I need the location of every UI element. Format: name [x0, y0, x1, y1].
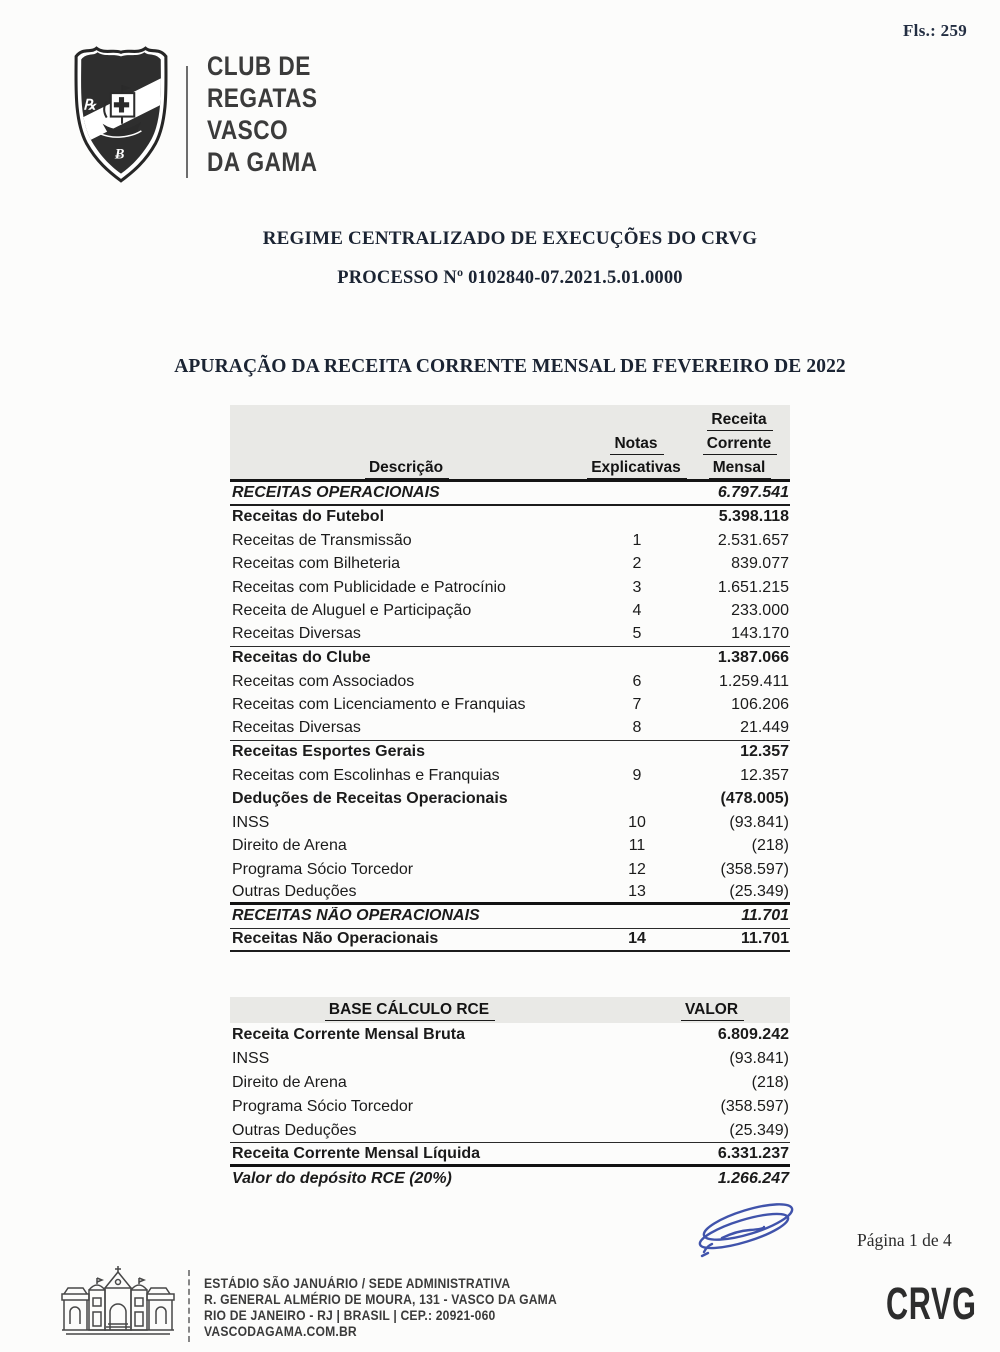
base-calc-table [230, 997, 790, 1191]
revenue-table-body [230, 482, 790, 952]
table-row [230, 717, 790, 741]
stadium-facade-icon [58, 1264, 178, 1347]
row-value: 2.531.657 [717, 531, 789, 549]
row-value: 233.000 [731, 602, 789, 620]
row-value: 21.449 [740, 719, 789, 737]
row-description: Programa Sócio Torcedor [232, 860, 414, 878]
title-processo: PROCESSO Nº 0102840-07.2021.5.01.0000 [337, 268, 683, 288]
table-row [230, 647, 790, 671]
row-value: (358.597) [720, 860, 789, 878]
row-note-number: 7 [632, 696, 642, 714]
revenue-table-header [230, 405, 790, 482]
row-note-number: 12 [628, 860, 646, 878]
page-title: APURAÇÃO DA RECEITA CORRENTE MENSAL DE FEVEREIRO DE 2022 [174, 356, 846, 377]
table-row [230, 1119, 790, 1143]
table-row [230, 553, 790, 577]
row-value: 143.170 [731, 625, 789, 643]
row-description: Receitas Diversas [232, 719, 361, 737]
col-header-descricao: Descrição [365, 458, 449, 479]
table-row [230, 905, 790, 929]
col-header-notas: Notas [610, 434, 663, 455]
row-value: 12.357 [740, 743, 789, 761]
row-value: 1.651.215 [717, 578, 789, 596]
table-row [230, 741, 790, 765]
club-name-line: DA GAMA [207, 147, 318, 177]
table-row [230, 529, 790, 553]
crvg-wordmark: CRVG [886, 1278, 977, 1329]
table-row [230, 623, 790, 647]
row-value: 12.357 [740, 766, 789, 784]
row-note-number: 10 [628, 813, 646, 831]
row-value: 6.797.541 [717, 483, 789, 501]
club-name-line: REGATAS [207, 83, 318, 113]
row-description: Valor do depósito RCE (20%) [232, 1170, 452, 1187]
row-description: RECEITAS NÃO OPERACIONAIS [232, 907, 480, 925]
table-row [230, 1095, 790, 1119]
row-note-number: 13 [628, 882, 646, 900]
col-header-base-calculo: BASE CÁLCULO RCE [325, 1000, 495, 1021]
table-row [230, 1047, 790, 1071]
row-description: Receitas com Bilheteria [232, 555, 401, 573]
table-row [230, 1071, 790, 1095]
logo-divider [186, 66, 188, 178]
row-description: Receitas com Associados [232, 672, 415, 690]
table-row [230, 576, 790, 600]
row-description: Programa Sócio Torcedor [232, 1098, 414, 1115]
row-value: 5.398.118 [718, 508, 789, 526]
row-value: 106.206 [731, 696, 789, 714]
footer-divider [188, 1270, 190, 1342]
row-description: Receitas com Publicidade e Patrocínio [232, 578, 506, 596]
row-description: Direito de Arena [232, 1074, 347, 1091]
row-value: (218) [751, 837, 789, 855]
row-description: Receitas do Futebol [232, 508, 385, 526]
svg-text:℞: ℞ [83, 97, 97, 114]
row-value: (25.349) [729, 1121, 789, 1139]
table-row [230, 882, 790, 906]
row-value: 1.259.411 [719, 672, 789, 690]
handwritten-signature [692, 1194, 800, 1273]
row-value: 6.331.237 [717, 1144, 789, 1162]
row-description: Receitas de Transmissão [232, 531, 412, 549]
col-header-explicativas: Explicativas [587, 458, 687, 479]
row-value: 6.809.242 [717, 1026, 789, 1043]
col-header-valor: VALOR [681, 1000, 744, 1021]
row-description: Direito de Arena [232, 837, 347, 855]
club-name-line: CLUB DE [207, 51, 311, 81]
table-row [230, 929, 790, 953]
club-name-line: VASCO [207, 115, 289, 145]
row-note-number: 1 [632, 531, 642, 549]
row-value: 11.701 [741, 907, 789, 925]
row-description: INSS [232, 813, 270, 831]
row-description: Deduções de Receitas Operacionais [232, 790, 508, 808]
row-description: Receitas Esportes Gerais [232, 743, 425, 761]
page-indicator: Página 1 de 4 [857, 1230, 952, 1250]
row-description: Receita Corrente Mensal Bruta [232, 1026, 465, 1043]
row-value: 1.266.247 [717, 1170, 789, 1187]
row-value: 11.701 [740, 930, 789, 948]
table-row [230, 600, 790, 624]
revenue-table [230, 405, 790, 952]
folio-number: Fls.: 259 [903, 21, 968, 40]
row-value: 839.077 [731, 555, 789, 573]
table-row [230, 835, 790, 859]
row-description: RECEITAS OPERACIONAIS [232, 483, 440, 501]
row-description: Receita de Aluguel e Participação [232, 602, 472, 620]
footer-address [204, 1276, 557, 1340]
table-row [230, 811, 790, 835]
row-note-number: 14 [628, 930, 646, 948]
row-description: Receitas com Licenciamento e Franquias [232, 696, 526, 714]
footer-address-line: RIO DE JANEIRO - RJ | BRASIL | CEP.: 20921-060 [204, 1308, 496, 1323]
row-note-number: 2 [632, 555, 642, 573]
row-description: Receitas do Clube [232, 649, 371, 667]
row-value: (93.841) [729, 813, 789, 831]
row-description: Outras Deduções [232, 882, 357, 900]
row-value: (93.841) [729, 1050, 789, 1067]
table-row [230, 506, 790, 530]
table-row [230, 858, 790, 882]
table-row [230, 694, 790, 718]
row-description: Receita Corrente Mensal Líquida [232, 1144, 481, 1162]
row-note-number: 8 [632, 719, 642, 737]
row-note-number: 9 [632, 766, 642, 784]
row-value: (25.349) [729, 882, 789, 900]
row-value: (218) [751, 1074, 789, 1091]
row-description: Receitas Diversas [232, 625, 361, 643]
club-name [207, 50, 317, 178]
row-value: (358.597) [720, 1098, 789, 1115]
row-description: INSS [232, 1050, 270, 1067]
col-header-mensal: Mensal [709, 458, 772, 479]
col-header-corrente: Corrente [703, 434, 778, 455]
footer-address-line: R. GENERAL ALMÉRIO DE MOURA, 131 - VASCO DA GAMA [204, 1292, 557, 1307]
row-note-number: 6 [632, 672, 642, 690]
base-calc-table-header [230, 997, 790, 1023]
row-note-number: 4 [632, 602, 642, 620]
footer-website: VASCODAGAMA.COM.BR [204, 1324, 357, 1339]
vasco-crest-icon [70, 40, 172, 192]
footer-address-line: ESTÁDIO SÃO JANUÁRIO / SEDE ADMINISTRATIVA [204, 1276, 511, 1291]
col-header-receita: Receita [707, 410, 772, 431]
title-regime: REGIME CENTRALIZADO DE EXECUÇÕES DO CRVG [262, 228, 758, 249]
row-description: Receitas com Escolinhas e Franquias [232, 766, 500, 784]
row-description: Receitas Não Operacionais [232, 930, 439, 948]
row-value: 1.387.066 [717, 649, 789, 667]
row-note-number: 11 [628, 837, 646, 855]
row-note-number: 3 [632, 578, 642, 596]
table-row [230, 482, 790, 506]
row-note-number: 5 [632, 625, 642, 643]
row-description: Outras Deduções [232, 1121, 357, 1139]
table-row [230, 764, 790, 788]
base-calc-table-body [230, 1023, 790, 1191]
table-row [230, 1143, 790, 1167]
table-row [230, 1023, 790, 1047]
row-value: (478.005) [720, 790, 789, 808]
table-row [230, 1167, 790, 1191]
table-row [230, 670, 790, 694]
table-row [230, 788, 790, 812]
svg-text:Ƀ: Ƀ [114, 146, 125, 163]
